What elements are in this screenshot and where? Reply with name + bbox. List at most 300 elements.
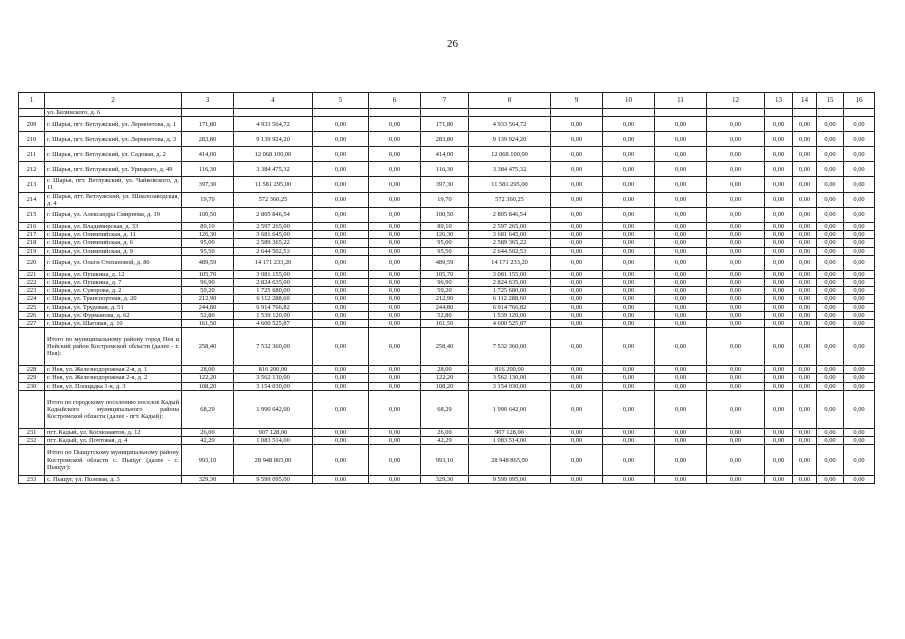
table-row [19,311,875,319]
value-cell: 0,00 [793,147,817,162]
value-cell: 0,00 [707,177,765,192]
value-cell: 0,00 [603,476,655,484]
value-cell: 11 581 295,00 [234,177,313,192]
value-cell: 0,00 [603,287,655,295]
value-cell: 0,00 [707,311,765,319]
value-cell: 0,00 [765,382,793,390]
value-cell: 0,00 [313,247,369,255]
value-cell [793,109,817,117]
value-cell: 0,00 [793,162,817,177]
column-header: 5 [313,93,369,109]
value-cell: 0,00 [313,287,369,295]
address-cell: г. Шарья, ул. Александра Смирнова, д. 19 [45,208,182,223]
value-cell: 0,00 [817,208,844,223]
value-cell [765,109,793,117]
value-cell: 0,00 [603,255,655,270]
value-cell: 100,50 [182,208,234,223]
value-cell: 3 384 475,32 [234,162,313,177]
value-cell: 0,00 [655,192,707,207]
value-cell: 0,00 [313,311,369,319]
value-cell: 414,00 [182,147,234,162]
value-cell: 0,00 [844,247,875,255]
value-cell: 0,00 [793,279,817,287]
value-cell: 0,00 [655,162,707,177]
value-cell: 0,00 [844,223,875,231]
value-cell: 28,00 [421,366,469,374]
value-cell: 0,00 [793,328,817,366]
value-cell: 0,00 [707,437,765,445]
column-header: 1 [19,93,45,109]
address-cell: с. Пыщуг, ул. Полевая, д. 3 [45,476,182,484]
value-cell: 0,00 [603,374,655,382]
value-cell: 0,00 [551,366,603,374]
value-cell: 0,00 [655,177,707,192]
column-header: 12 [707,93,765,109]
value-cell: 244,80 [421,303,469,311]
value-cell: 0,00 [844,374,875,382]
value-cell: 0,00 [369,428,421,436]
address-cell: Итого по муниципальному району город Нея и Нейский район Костромской области (далее - г. Нея): [45,328,182,366]
table-row [19,374,875,382]
value-cell: 3 154 030,00 [469,382,551,390]
value-cell: 0,00 [793,366,817,374]
value-cell: 0,00 [369,320,421,328]
value-cell: 0,00 [655,437,707,445]
address-cell: г. Шарья, ул. Пушкина, д. 7 [45,279,182,287]
value-cell: 0,00 [551,162,603,177]
value-cell: 42,29 [421,437,469,445]
table-row [19,231,875,239]
value-cell: 68,29 [182,390,234,428]
value-cell: 161,50 [182,320,234,328]
value-cell: 0,00 [765,366,793,374]
value-cell: 9 599 095,00 [234,476,313,484]
value-cell: 0,00 [655,208,707,223]
value-cell: 0,00 [655,320,707,328]
address-cell: г. Шарья, ул. Владимирская, д. 33 [45,223,182,231]
value-cell: 6 112 288,60 [234,295,313,303]
address-cell: Итого по городскому поселению поселок Кадый Кадыйского муниципального района Костромской области (далее - пгт. Кадый): [45,390,182,428]
row-number-cell: 222 [19,279,45,287]
value-cell: 0,00 [793,117,817,132]
value-cell: 0,00 [817,279,844,287]
value-cell: 0,00 [844,231,875,239]
header-row [19,93,875,109]
value-cell: 0,00 [817,270,844,278]
value-cell: 0,00 [793,311,817,319]
address-cell: г. Шарья, ул. Ольги Степановой, д. 80 [45,255,182,270]
value-cell: 126,30 [182,231,234,239]
value-cell: 0,00 [603,445,655,476]
value-cell: 0,00 [655,374,707,382]
value-cell: 0,00 [793,390,817,428]
value-cell: 42,29 [182,437,234,445]
column-header: 9 [551,93,603,109]
value-cell: 283,80 [421,132,469,147]
value-cell: 0,00 [707,295,765,303]
value-cell: 0,00 [313,231,369,239]
value-cell: 0,00 [551,382,603,390]
column-header: 10 [603,93,655,109]
value-cell: 0,00 [707,147,765,162]
column-header: 4 [234,93,313,109]
value-cell: 0,00 [551,303,603,311]
value-cell: 0,00 [793,247,817,255]
value-cell: 0,00 [817,239,844,247]
table-row [19,192,875,207]
value-cell: 212,90 [182,295,234,303]
value-cell: 0,00 [707,287,765,295]
value-cell: 993,10 [182,445,234,476]
value-cell: 0,00 [765,239,793,247]
value-cell: 0,00 [655,295,707,303]
value-cell: 212,90 [421,295,469,303]
row-number-cell: 220 [19,255,45,270]
value-cell: 0,00 [603,270,655,278]
value-cell: 0,00 [313,390,369,428]
value-cell: 0,00 [765,177,793,192]
value-cell: 0,00 [844,445,875,476]
value-cell: 0,00 [655,303,707,311]
value-cell: 0,00 [817,374,844,382]
value-cell [469,109,551,117]
value-cell: 0,00 [765,320,793,328]
value-cell: 0,00 [707,366,765,374]
value-cell: 0,00 [793,270,817,278]
value-cell: 1 990 642,00 [469,390,551,428]
value-cell: 0,00 [765,147,793,162]
value-cell: 0,00 [707,239,765,247]
value-cell: 0,00 [655,223,707,231]
value-cell: 0,00 [793,374,817,382]
value-cell: 100,50 [421,208,469,223]
table-row [19,239,875,247]
value-cell: 0,00 [844,328,875,366]
value-cell: 0,00 [793,223,817,231]
value-cell: 0,00 [369,366,421,374]
value-cell: 0,00 [793,295,817,303]
value-cell: 2 644 502,53 [234,247,313,255]
value-cell: 3 384 475,32 [469,162,551,177]
value-cell: 0,00 [603,390,655,428]
value-cell: 11 581 295,00 [469,177,551,192]
value-cell: 0,00 [765,476,793,484]
value-cell: 0,00 [369,208,421,223]
value-cell: 26,00 [182,428,234,436]
row-number-cell: 219 [19,247,45,255]
value-cell: 19,70 [421,192,469,207]
value-cell: 0,00 [765,374,793,382]
address-cell: г. Нея, ул. Железнодорожная 2-я, д. 2 [45,374,182,382]
value-cell: 1 539 120,00 [234,311,313,319]
value-cell [421,109,469,117]
value-cell: 59,20 [421,287,469,295]
value-cell: 6 112 288,60 [469,295,551,303]
row-number-cell [19,328,45,366]
value-cell [313,109,369,117]
value-cell: 0,00 [655,445,707,476]
value-cell: 0,00 [313,208,369,223]
value-cell: 0,00 [551,255,603,270]
value-cell: 0,00 [765,192,793,207]
value-cell: 171,80 [421,117,469,132]
value-cell: 0,00 [817,162,844,177]
value-cell: 0,00 [369,311,421,319]
value-cell: 0,00 [707,231,765,239]
row-number-cell: 224 [19,295,45,303]
value-cell: 0,00 [817,320,844,328]
value-cell: 0,00 [793,382,817,390]
value-cell: 89,10 [182,223,234,231]
value-cell: 0,00 [707,445,765,476]
value-cell: 572 360,25 [234,192,313,207]
value-cell: 0,00 [655,287,707,295]
value-cell: 0,00 [369,287,421,295]
value-cell: 0,00 [551,390,603,428]
address-cell: Итого по Пыщугскому муниципальному району Костромской области с. Пыщуг (далее - с. Пыщуг): [45,445,182,476]
value-cell: 2 597 265,00 [234,223,313,231]
value-cell: 283,80 [182,132,234,147]
value-cell: 105,70 [182,270,234,278]
value-cell [844,109,875,117]
value-cell: 0,00 [817,287,844,295]
value-cell: 0,00 [369,382,421,390]
value-cell: 0,00 [793,132,817,147]
value-cell: 116,30 [421,162,469,177]
value-cell: 0,00 [313,445,369,476]
value-cell: 0,00 [844,270,875,278]
value-cell: 6 914 766,82 [234,303,313,311]
table-row [19,117,875,132]
value-cell: 0,00 [844,311,875,319]
value-cell: 0,00 [655,239,707,247]
address-cell: пгт. Кадый, ул. Космонавтов, д. 12 [45,428,182,436]
table-row [19,287,875,295]
table-row [19,177,875,192]
value-cell [551,109,603,117]
value-cell: 907 128,00 [469,428,551,436]
table-row [19,366,875,374]
value-cell: 0,00 [369,247,421,255]
value-cell: 0,00 [793,177,817,192]
table-row [19,445,875,476]
value-cell: 0,00 [551,328,603,366]
column-header: 11 [655,93,707,109]
value-cell: 0,00 [551,231,603,239]
value-cell: 0,00 [369,295,421,303]
value-cell: 171,80 [182,117,234,132]
value-cell: 489,59 [182,255,234,270]
value-cell: 0,00 [369,476,421,484]
value-cell: 0,00 [707,208,765,223]
row-number-cell [19,445,45,476]
page-number: 26 [447,38,458,50]
row-number-cell [19,390,45,428]
value-cell: 1 725 680,00 [469,287,551,295]
value-cell: 397,30 [421,177,469,192]
row-number-cell: 221 [19,270,45,278]
address-cell: г. Шарья, пгт. Ветлужский, ул. Садовая, д. 2 [45,147,182,162]
value-cell: 28 948 865,00 [234,445,313,476]
value-cell: 0,00 [765,231,793,239]
value-cell [369,109,421,117]
value-cell: 0,00 [844,239,875,247]
value-cell: 1 725 680,00 [234,287,313,295]
value-cell: 0,00 [844,366,875,374]
address-cell: г. Шарья, ул. Олимпийская, д. 9 [45,247,182,255]
value-cell: 0,00 [844,320,875,328]
address-cell: г. Шарья, ул. Суворова, д. 2 [45,287,182,295]
value-cell: 0,00 [707,247,765,255]
value-cell: 0,00 [844,390,875,428]
table-body [19,109,875,484]
value-cell: 0,00 [551,132,603,147]
value-cell: 0,00 [817,303,844,311]
value-cell: 0,00 [551,239,603,247]
value-cell: 0,00 [313,328,369,366]
value-cell: 0,00 [655,328,707,366]
value-cell: 0,00 [603,117,655,132]
value-cell: 816 200,00 [469,366,551,374]
value-cell: 414,00 [421,147,469,162]
value-cell: 0,00 [707,117,765,132]
value-cell: 0,00 [844,295,875,303]
value-cell: 0,00 [844,437,875,445]
value-cell [817,109,844,117]
value-cell: 0,00 [793,303,817,311]
table-row [19,109,875,117]
value-cell: 0,00 [844,177,875,192]
value-cell: 0,00 [817,231,844,239]
value-cell: 0,00 [313,382,369,390]
column-header: 2 [45,93,182,109]
address-cell: г. Шарья, ул. Олимпийская, д. 11 [45,231,182,239]
value-cell: 0,00 [707,320,765,328]
value-cell: 0,00 [313,303,369,311]
table-row [19,255,875,270]
value-cell: 0,00 [369,445,421,476]
value-cell: 3 081 155,00 [469,270,551,278]
value-cell: 3 681 645,00 [234,231,313,239]
value-cell: 0,00 [603,295,655,303]
column-header: 3 [182,93,234,109]
table-row [19,437,875,445]
table-row [19,328,875,366]
address-cell: г. Шарья, ул. Транспортная, д. 20 [45,295,182,303]
value-cell: 14 171 233,20 [469,255,551,270]
value-cell: 0,00 [655,476,707,484]
value-cell: 0,00 [655,255,707,270]
value-cell: 0,00 [765,208,793,223]
address-cell: г. Шарья, ул. Трудовая, д. 51 [45,303,182,311]
value-cell: 0,00 [817,445,844,476]
value-cell: 0,00 [655,132,707,147]
value-cell: 0,00 [707,223,765,231]
value-cell: 0,00 [551,428,603,436]
value-cell: 0,00 [844,208,875,223]
table-row [19,476,875,484]
address-cell: г. Шарья, ул. Олимпийская, д. 6 [45,239,182,247]
value-cell: 0,00 [655,117,707,132]
value-cell: 122,20 [182,374,234,382]
value-cell: 0,00 [765,132,793,147]
value-cell: 0,00 [817,147,844,162]
value-cell: 0,00 [844,255,875,270]
value-cell: 0,00 [551,177,603,192]
table-row [19,303,875,311]
value-cell: 1 083 514,00 [234,437,313,445]
value-cell: 0,00 [313,192,369,207]
value-cell: 0,00 [817,255,844,270]
row-number-cell: 227 [19,320,45,328]
value-cell: 0,00 [655,147,707,162]
table-row [19,382,875,390]
value-cell: 1 990 642,00 [234,390,313,428]
value-cell: 0,00 [655,382,707,390]
address-cell: г. Шарья, пгт. Ветлужский, ул. Урицкого, д. 49 [45,162,182,177]
value-cell [603,109,655,117]
address-cell: г. Шарья, пгт. Ветлужский, ул. Лермонтова, д. 3 [45,132,182,147]
value-cell: 0,00 [369,270,421,278]
value-cell: 0,00 [707,279,765,287]
value-cell: 0,00 [313,374,369,382]
value-cell: 0,00 [707,255,765,270]
value-cell: 1 539 120,00 [469,311,551,319]
value-cell: 0,00 [707,303,765,311]
row-number-cell: 233 [19,476,45,484]
row-number-cell: 211 [19,147,45,162]
value-cell: 0,00 [313,270,369,278]
value-cell: 68,29 [421,390,469,428]
value-cell: 0,00 [765,311,793,319]
value-cell: 108,20 [182,382,234,390]
row-number-cell [19,109,45,117]
value-cell: 0,00 [603,147,655,162]
value-cell: 0,00 [793,476,817,484]
value-cell: 0,00 [313,295,369,303]
value-cell: 3 154 030,00 [234,382,313,390]
column-header: 7 [421,93,469,109]
row-number-cell: 212 [19,162,45,177]
value-cell: 2 824 635,00 [234,279,313,287]
value-cell: 95,00 [182,239,234,247]
value-cell: 2 644 502,53 [469,247,551,255]
value-cell: 2 597 265,00 [469,223,551,231]
row-number-cell: 232 [19,437,45,445]
value-cell: 0,00 [603,132,655,147]
value-cell: 3 562 130,00 [469,374,551,382]
value-cell: 0,00 [707,132,765,147]
value-cell: 0,00 [817,247,844,255]
row-number-cell: 215 [19,208,45,223]
value-cell: 0,00 [817,382,844,390]
value-cell: 0,00 [313,177,369,192]
value-cell: 0,00 [551,223,603,231]
value-cell: 0,00 [765,437,793,445]
value-cell: 26,00 [421,428,469,436]
value-cell: 116,30 [182,162,234,177]
value-cell: 0,00 [603,208,655,223]
value-cell: 0,00 [551,287,603,295]
value-cell [182,109,234,117]
value-cell: 0,00 [844,382,875,390]
value-cell: 0,00 [313,428,369,436]
value-cell: 95,00 [421,239,469,247]
value-cell: 0,00 [551,208,603,223]
value-cell: 0,00 [817,366,844,374]
value-cell: 0,00 [765,445,793,476]
value-cell: 0,00 [765,287,793,295]
